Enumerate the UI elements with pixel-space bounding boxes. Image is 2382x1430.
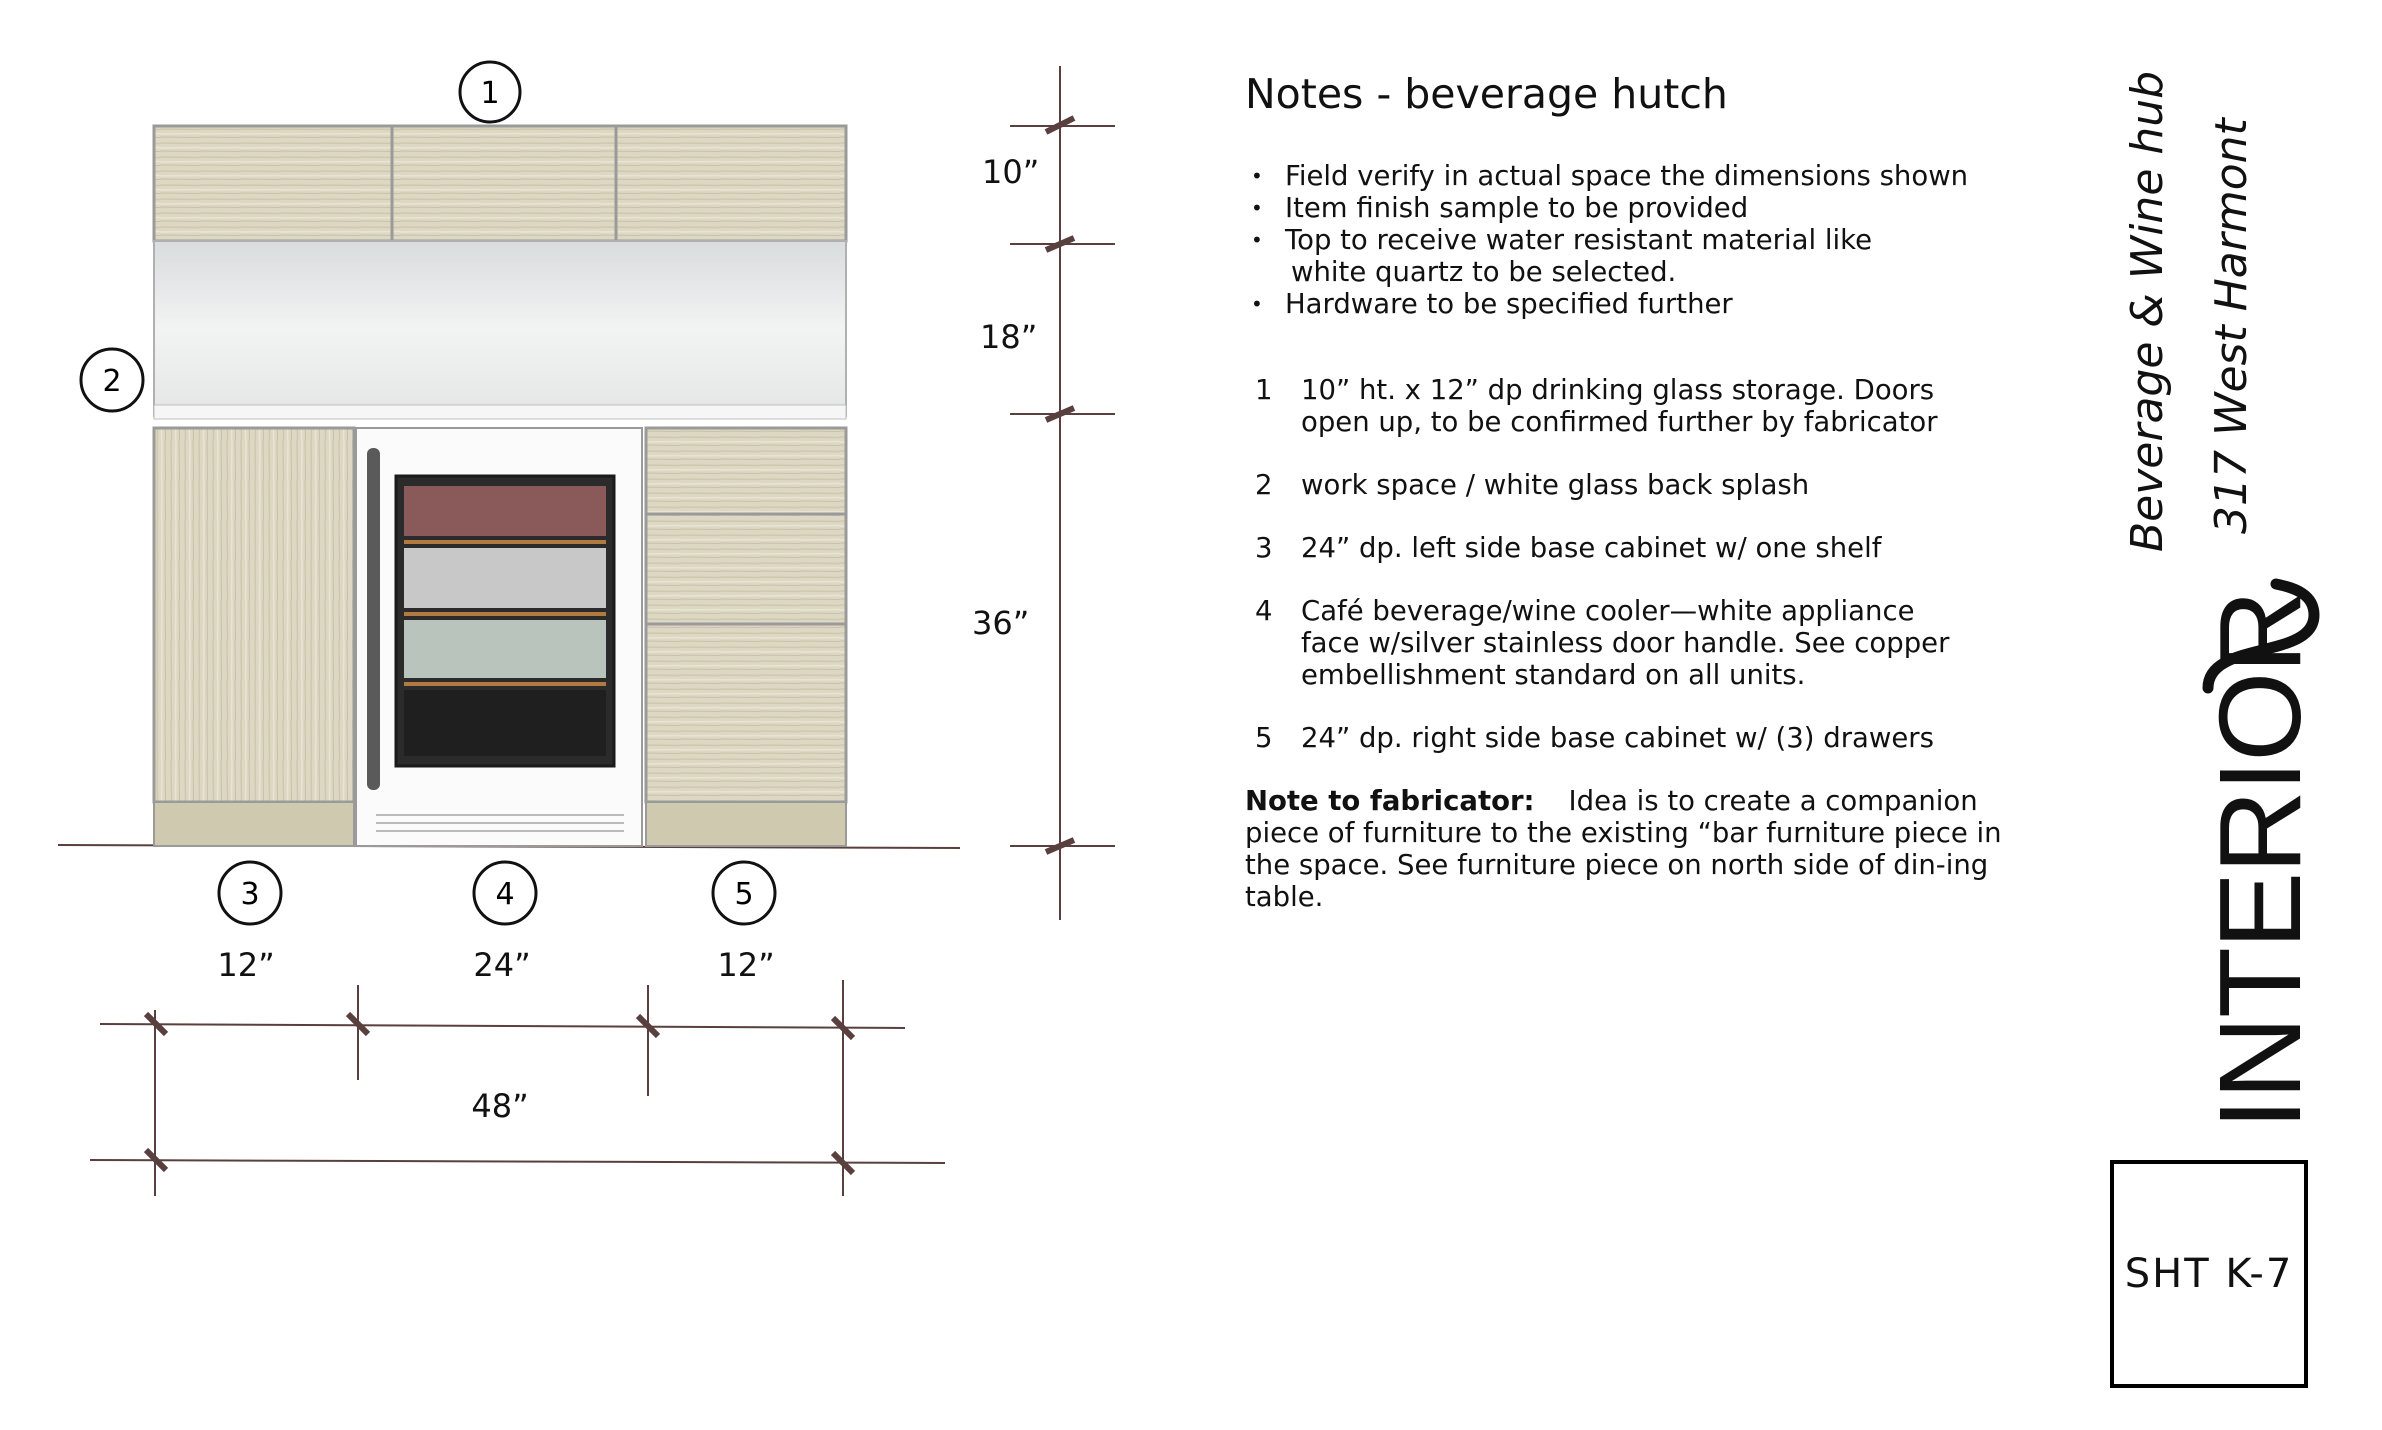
note-item-5 (1245, 722, 2045, 754)
bullet-item (1245, 288, 2045, 320)
dim-overall-width-label: 48” (471, 1087, 529, 1125)
bullet-item (1245, 160, 2045, 192)
bullet-text: Hardware to be specified further (1285, 288, 1733, 320)
note-item-text: face w/silver stainless door handle. See copper (1301, 627, 1950, 659)
cooler-shelves (404, 486, 606, 756)
note-item-text: 10” ht. x 12” dp drinking glass storage. Doors (1301, 374, 1935, 406)
callout-1-label: 1 (480, 76, 500, 111)
vertical-dimension-line (1010, 66, 1115, 920)
note-item-number: 5 (1255, 722, 1273, 754)
dim-36-label: 36” (972, 604, 1030, 642)
bullet-text: Item finish sample to be provided (1285, 192, 1749, 224)
brand-logo: INTERIOR (2195, 591, 2325, 1130)
bullet-item (1245, 224, 2045, 288)
note-item-text: Café beverage/wine cooler—white appliance (1301, 595, 1915, 627)
callout-1 (460, 62, 520, 122)
note-item-4 (1245, 595, 2045, 691)
glass-backsplash (154, 241, 846, 419)
dim-left-width-label: 12” (217, 946, 275, 984)
note-item-text: 24” dp. right side base cabinet w/ (3) drawers (1301, 722, 1934, 754)
fabricator-text: Idea is to create a companion piece of furniture to the existing “bar furniture piece in the space. See furniture piece on north side of din-ing table. (1245, 785, 2002, 913)
callout-4-label: 4 (495, 877, 515, 912)
callout-3 (219, 862, 281, 924)
dim-right-width-label: 12” (717, 946, 775, 984)
dim-center-width-label: 24” (473, 946, 531, 984)
note-item-1 (1245, 374, 2045, 438)
callout-5 (713, 862, 775, 924)
dim-18-label: 18” (980, 318, 1038, 356)
note-item-number: 4 (1255, 595, 1273, 627)
bullet-item (1245, 192, 2045, 224)
note-item-number: 2 (1255, 469, 1273, 501)
notes-panel (1245, 70, 2045, 913)
fabricator-note (1245, 785, 2005, 913)
sheet-number-box (2110, 1160, 2308, 1388)
beverage-cooler (356, 428, 642, 846)
bullet-text-cont: white quartz to be selected. (1291, 256, 1677, 288)
callout-2-label: 2 (102, 364, 122, 399)
callout-3-label: 3 (240, 877, 260, 912)
note-item-3 (1245, 532, 2045, 564)
project-address: 317 West Harmont (2206, 118, 2257, 534)
project-title: Beverage & Wine hub (2122, 70, 2173, 552)
bullet-text: Top to receive water resistant material like (1285, 224, 1872, 256)
left-base-cabinet (154, 428, 354, 846)
title-block (2100, 40, 2300, 600)
notes-bullet-list (1245, 160, 2045, 320)
callout-2 (81, 349, 143, 411)
note-item-text: open up, to be confirmed further by fabricator (1301, 406, 1938, 438)
note-item-text: embellishment standard on all units. (1301, 659, 1806, 691)
callout-5-label: 5 (734, 877, 754, 912)
bullet-text: Field verify in actual space the dimensions shown (1285, 160, 1969, 192)
right-base-cabinet (646, 428, 846, 846)
note-item-text: 24” dp. left side base cabinet w/ one shelf (1301, 532, 1882, 564)
callout-4 (474, 862, 536, 924)
cooler-handle (367, 448, 380, 790)
sheet-number: SHT K-7 (2124, 1251, 2294, 1297)
note-item-text: work space / white glass back splash (1301, 469, 1810, 501)
upper-cabinets (154, 126, 846, 241)
dim-10-label: 10” (982, 153, 1040, 191)
notes-title: Notes - beverage hutch (1245, 70, 1728, 118)
note-item-number: 1 (1255, 374, 1273, 406)
fabricator-label: Note to fabricator: (1245, 785, 1535, 817)
note-item-2 (1245, 469, 2045, 501)
note-item-number: 3 (1255, 532, 1273, 564)
